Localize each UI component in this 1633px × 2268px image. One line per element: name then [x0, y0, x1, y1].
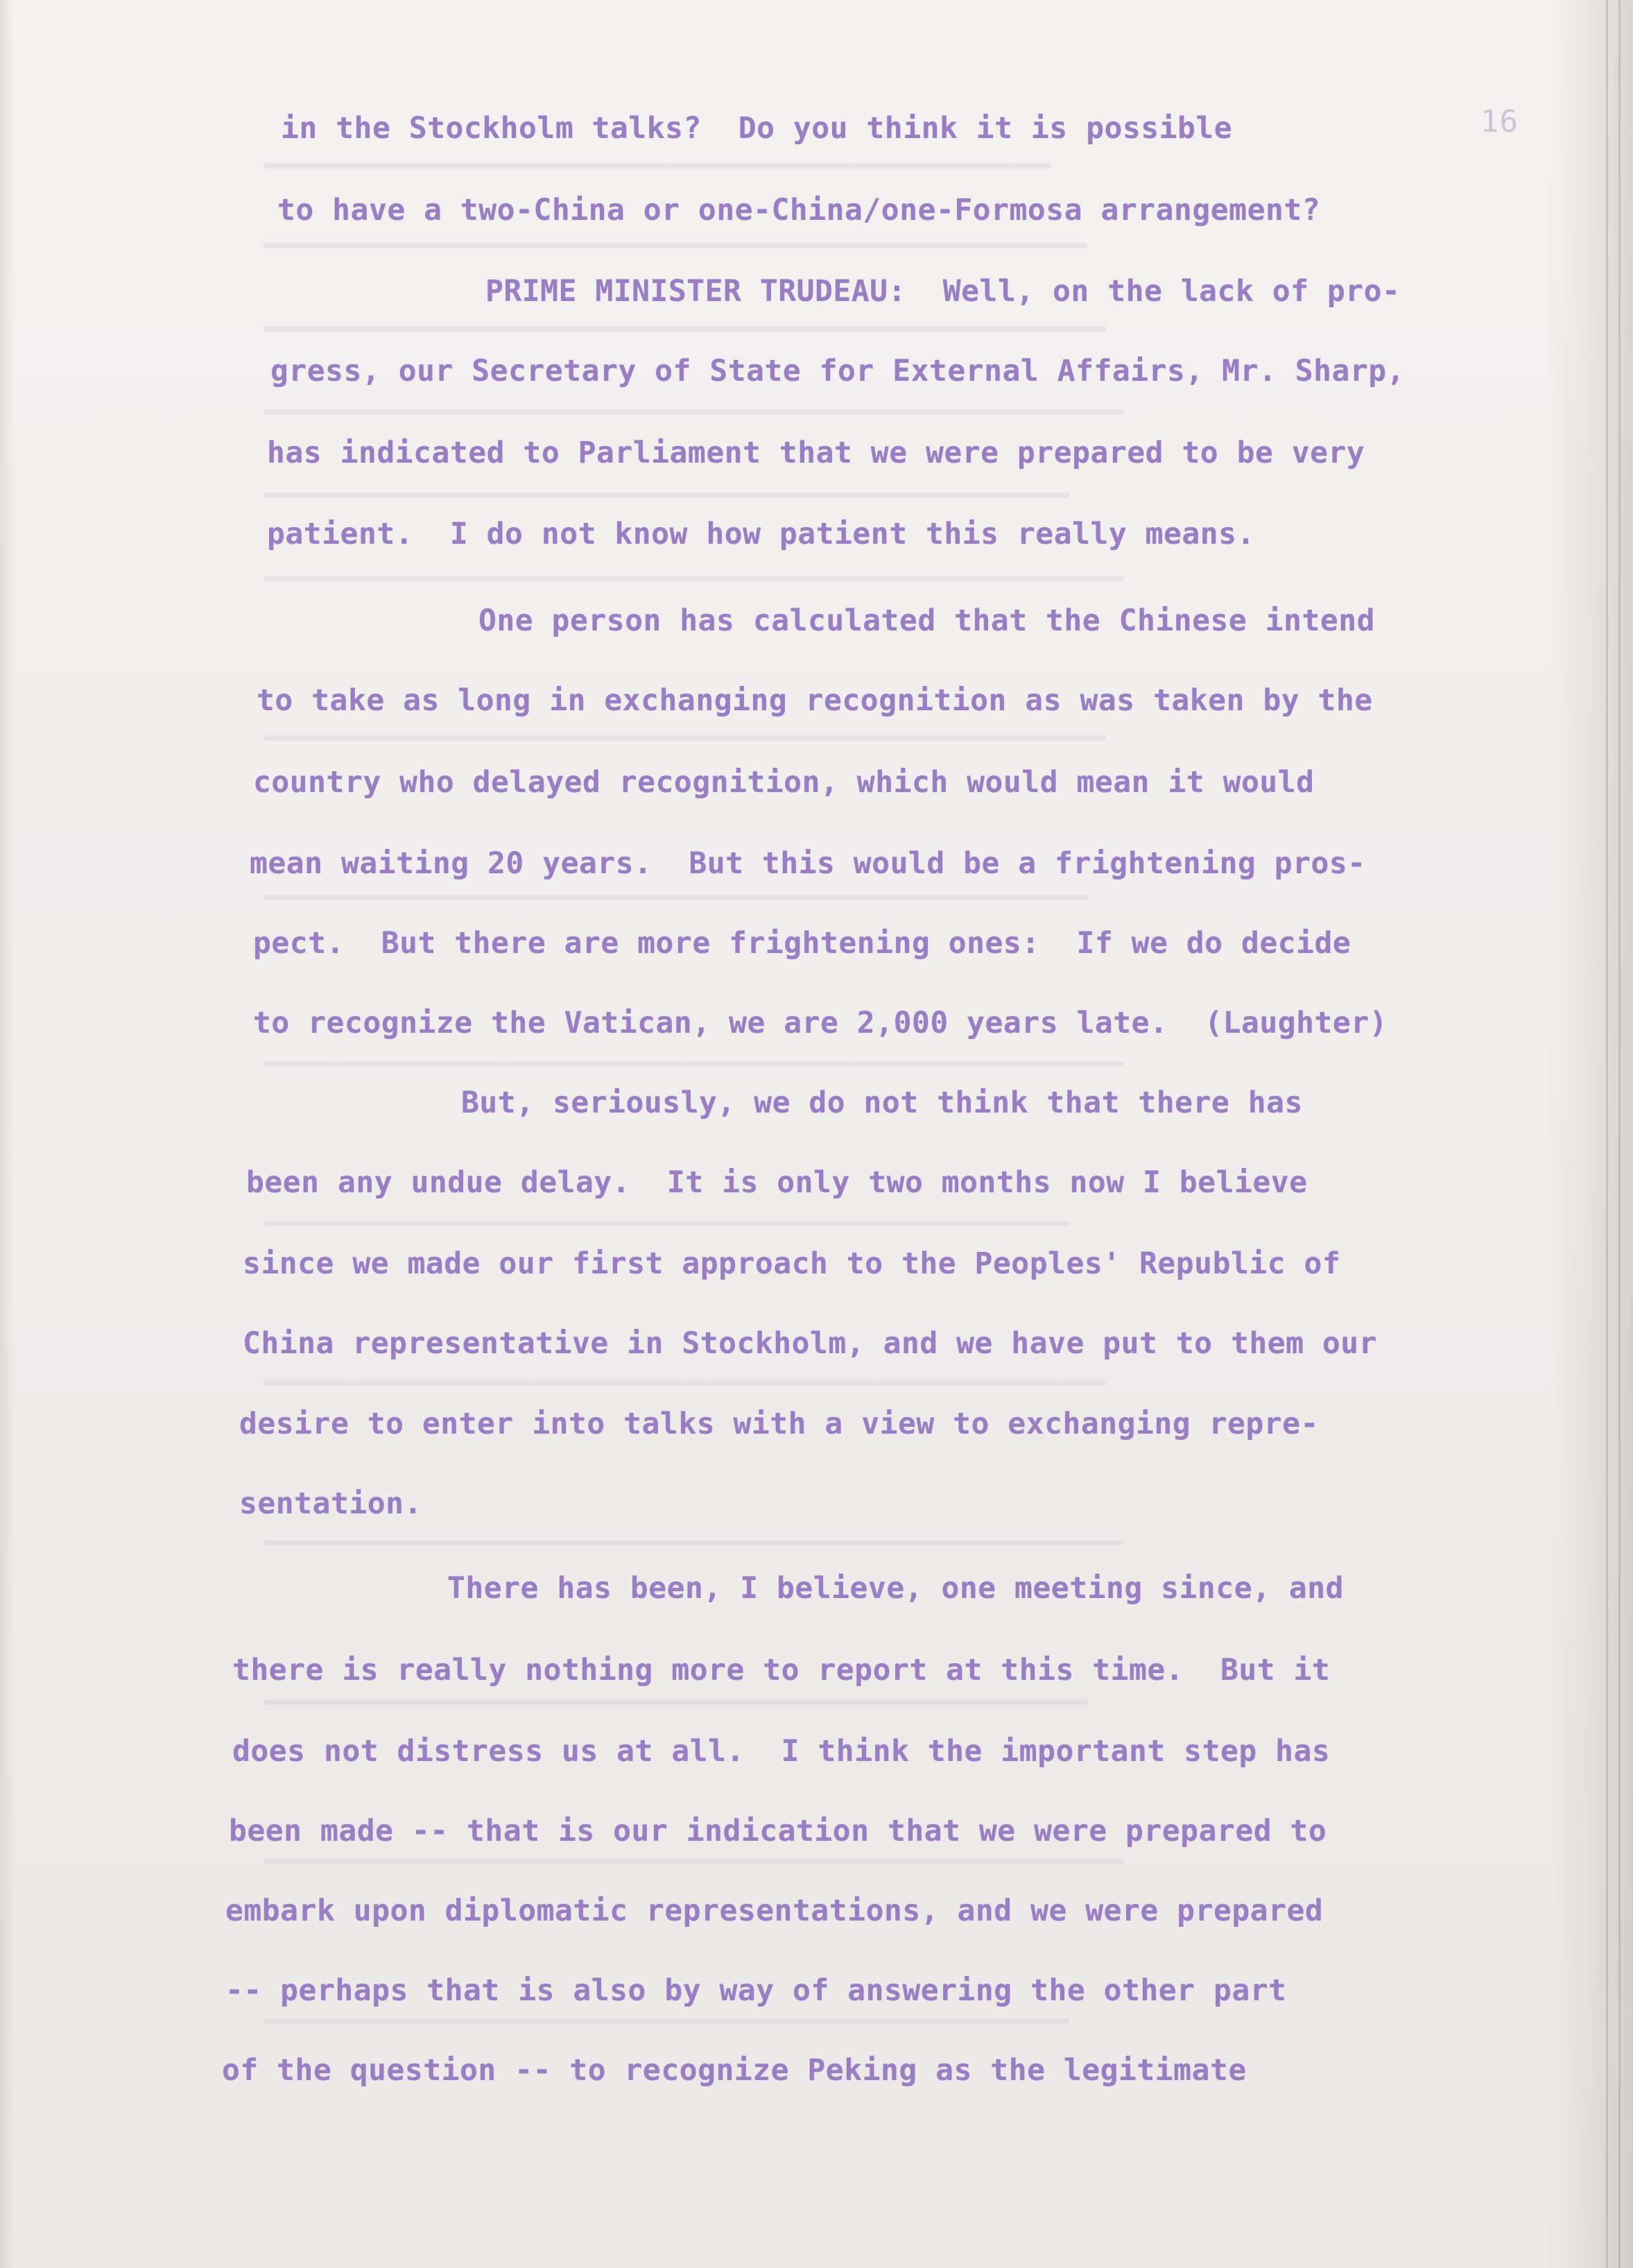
binding-shadow [1550, 0, 1633, 2268]
show-through-text: ━━━━━━━━━━━━━━━━━━━━━━━━━━━━━━━━━━━━━━━━━━━━━━ [263, 312, 1105, 347]
text-line: been made -- that is our indication that we were prepared to [229, 1814, 1327, 1848]
text-line: There has been, I believe, one meeting since, and [447, 1571, 1345, 1606]
text-line: in the Stockholm talks? Do you think it is possible [281, 111, 1233, 146]
show-through-text: ━━━━━━━━━━━━━━━━━━━━━━━━━━━━━━━━━━━━━━━━━━━━━━━ [263, 395, 1124, 430]
text-line: desire to enter into talks with a view to exchanging repre- [239, 1407, 1319, 1441]
text-line: to have a two-China or one-China/one-Formosa arrangement? [277, 193, 1321, 227]
page-left-edge-shadow [0, 0, 14, 2268]
show-through-text: ━━━━━━━━━━━━━━━━━━━━━━━━━━━━━━━━━━━━━━━━━━━━ [263, 2004, 1069, 2039]
text-line: sentation. [239, 1486, 422, 1521]
show-through-text: ━━━━━━━━━━━━━━━━━━━━━━━━━━━━━━━━━━━━━━━━━━━━━ [263, 881, 1087, 916]
show-through-text: ━━━━━━━━━━━━━━━━━━━━━━━━━━━━━━━━━━━━━━━━━━━━━ [263, 1685, 1087, 1720]
text-line: pect. But there are more frightening ones: If we do decide [253, 926, 1351, 961]
text-line: One person has calculated that the Chinese intend [478, 603, 1376, 638]
text-line: to take as long in exchanging recognition as was taken by the [257, 683, 1373, 718]
page-number: 16 [1480, 104, 1519, 139]
text-line: China representative in Stockholm, and we have put to them our [243, 1326, 1378, 1361]
show-through-text: ━━━━━━━━━━━━━━━━━━━━━━━━━━━━━━━━━━━━━━━━━━━ [263, 149, 1051, 184]
text-line: to recognize the Vatican, we are 2,000 years late. (Laughter) [253, 1006, 1388, 1040]
show-through-text: ━━━━━━━━━━━━━━━━━━━━━━━━━━━━━━━━━━━━━━━━━━━━━━━ [263, 562, 1124, 596]
text-line: mean waiting 20 years. But this would be a frightening pros- [250, 846, 1366, 881]
text-line: has indicated to Parliament that we were prepared to be very [267, 436, 1365, 470]
show-through-text: ━━━━━━━━━━━━━━━━━━━━━━━━━━━━━━━━━━━━━━━━━━━━━━━ [263, 1845, 1124, 1880]
text-line: But, seriously, we do not think that there has [461, 1085, 1303, 1120]
show-through-text: ━━━━━━━━━━━━━━━━━━━━━━━━━━━━━━━━━━━━━━━━━━━━━ [263, 229, 1087, 264]
text-line: embark upon diplomatic representations, and we were prepared [225, 1893, 1324, 1928]
text-line: since we made our first approach to the Peoples' Republic of [243, 1246, 1341, 1281]
show-through-text: ━━━━━━━━━━━━━━━━━━━━━━━━━━━━━━━━━━━━━━━━━━━━━━ [263, 721, 1105, 756]
show-through-text: ━━━━━━━━━━━━━━━━━━━━━━━━━━━━━━━━━━━━━━━━━━━━ [263, 479, 1069, 513]
show-through-text: ━━━━━━━━━━━━━━━━━━━━━━━━━━━━━━━━━━━━━━━━━━━━━━━ [263, 1526, 1124, 1561]
text-line: does not distress us at all. I think the important step has [232, 1734, 1331, 1769]
text-line: -- perhaps that is also by way of answering the other part [225, 1973, 1287, 2008]
binding-edge-line [1606, 0, 1608, 2268]
text-line: been any undue delay. It is only two months now I believe [246, 1165, 1308, 1200]
text-line: country who delayed recognition, which would mean it would [253, 765, 1315, 800]
binding-edge-line [1618, 0, 1621, 2268]
show-through-text: ━━━━━━━━━━━━━━━━━━━━━━━━━━━━━━━━━━━━━━━━━━━━━━ [263, 1366, 1105, 1401]
show-through-text: ━━━━━━━━━━━━━━━━━━━━━━━━━━━━━━━━━━━━━━━━━━━━━━━ [263, 1047, 1124, 1082]
show-through-text: ━━━━━━━━━━━━━━━━━━━━━━━━━━━━━━━━━━━━━━━━━━━━ [263, 1207, 1069, 1242]
text-line: gress, our Secretary of State for External Affairs, Mr. Sharp, [270, 354, 1406, 388]
text-line: of the question -- to recognize Peking as the legitimate [222, 2053, 1247, 2088]
text-line: there is really nothing more to report at this time. But it [232, 1653, 1331, 1687]
text-line: patient. I do not know how patient this really means. [267, 517, 1255, 551]
text-line: PRIME MINISTER TRUDEAU: Well, on the lack of pro- [485, 274, 1401, 309]
